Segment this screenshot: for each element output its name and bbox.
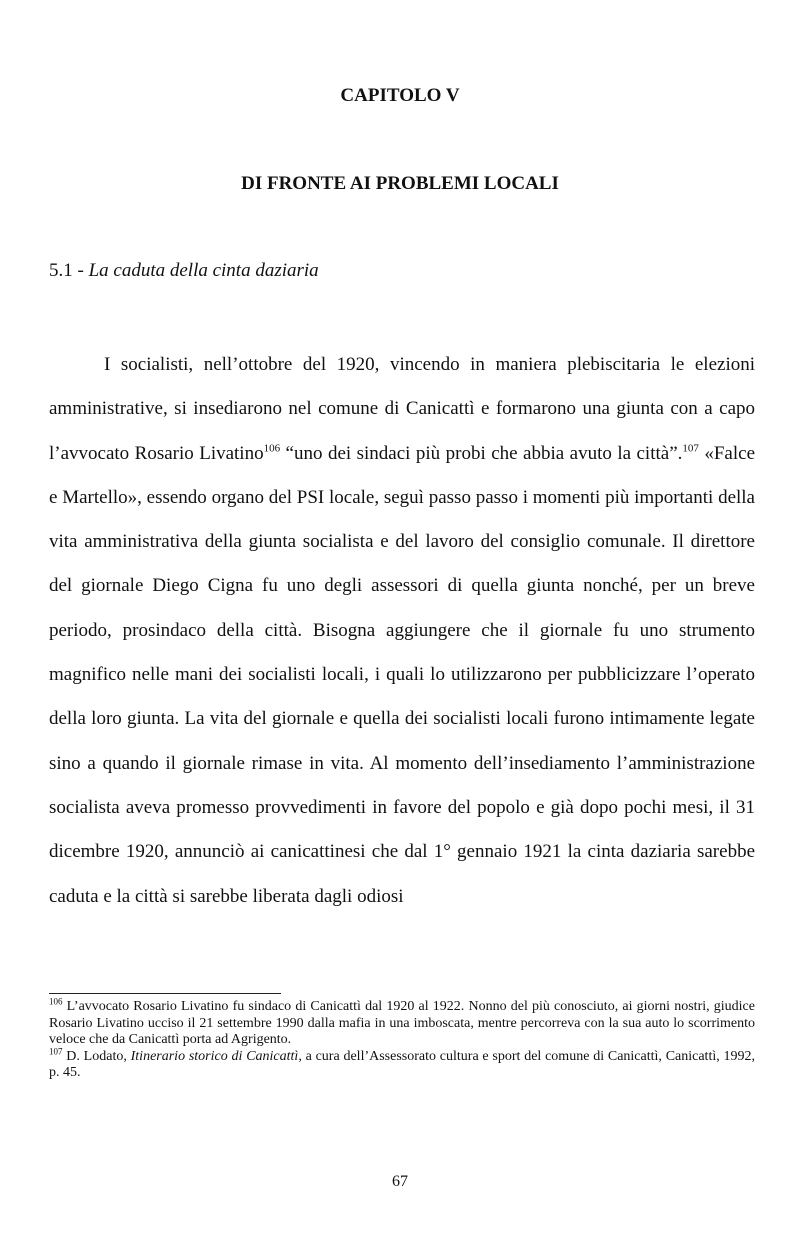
section-number: 5.1 - — [49, 260, 84, 281]
footnote-ref-106[interactable]: 106 — [263, 442, 281, 455]
page-number: 67 — [392, 1173, 408, 1190]
footnote-text-pre: D. Lodato, — [62, 1048, 131, 1064]
body-paragraph — [49, 343, 755, 919]
chapter-title: DI FRONTE AI PROBLEMI LOCALI — [241, 173, 559, 194]
footnote-106 — [49, 996, 755, 1049]
section-title: La caduta della cinta daziaria — [88, 260, 319, 281]
footnote-book-title: Itinerario storico di Canicattì — [130, 1048, 299, 1064]
footnotes — [49, 996, 756, 1082]
section-heading — [49, 260, 319, 282]
body-text-3: «Falce e Martello», essendo organo del PSI locale, seguì passo passo i momenti più importanti della vita amministrativa della giunta socialista e del lavoro del consiglio comunale. Il direttore del giornale Diego Cigna fu uno degli assessori di quella giunta nonché, per un breve periodo, prosindaco della città. Bisogna aggiungere che il giornale fu uno strumento magnifico nelle mani dei socialisti locali, i quali lo utilizzarono per pubblicizzare l’operato della loro giunta. La vita del giornale e quella dei socialisti locali furono intimamente legate sino a quando il giornale rimase in vita. Al momento dell’insediamento l’amministrazione socialista aveva promesso provvedimenti in favore del popolo e già dopo pochi mesi, il 31 dicembre 1920, annunciò ai canicattinesi che dal 1° gennaio 1921 la cinta daziaria sarebbe caduta e la città si sarebbe liberata dagli odiosi — [49, 442, 755, 907]
footnote-107 — [49, 1045, 756, 1082]
chapter-label: CAPITOLO V — [340, 85, 460, 106]
footnote-text: L’avvocato Rosario Livatino fu sindaco di Canicattì dal 1920 al 1922. Nonno del più conosciuto, ai giorni nostri, giudice Rosario Livatino ucciso il 21 settembre 1990 dalla mafia in una imboscata, mentre percorreva con la sua auto lo scorrimento veloce che da Canicattì porta ad Agrigento. — [49, 999, 755, 1047]
footnote-separator — [49, 993, 281, 994]
body-text-2: “uno dei sindaci più probi che abbia avuto la città”. — [280, 442, 683, 464]
footnote-number: 107 — [49, 1045, 63, 1056]
footnote-ref-107[interactable]: 107 — [682, 442, 699, 455]
footnote-number: 106 — [49, 996, 63, 1007]
body-text-1: I socialisti, nell’ottobre del 1920, vincendo in maniera plebiscitaria le elezioni amministrative, si insediarono nel comune di Canicattì e formarono una giunta con a capo l’avvocato Rosario Livatino — [49, 354, 755, 464]
footnote-text-post: , a cura dell’Assessorato cultura e sport del comune di Canicattì, Canicattì, 1992, p. 45. — [49, 1048, 756, 1080]
